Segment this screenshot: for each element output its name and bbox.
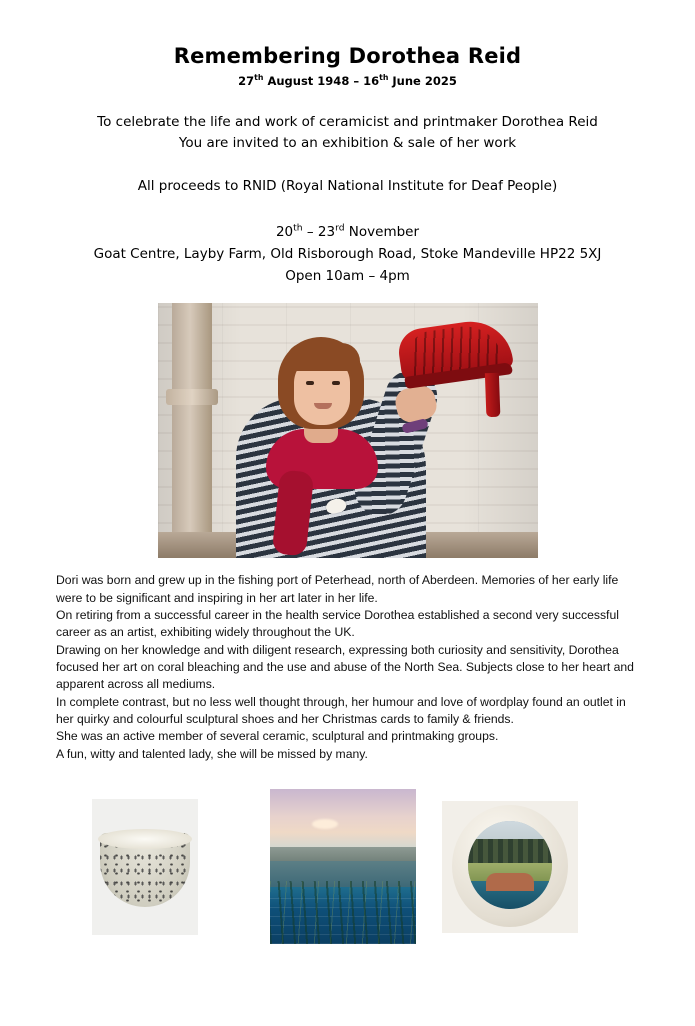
artwork-marsh-landscape-print — [270, 789, 416, 944]
plate-trees — [468, 839, 552, 865]
event-month: November — [344, 223, 420, 240]
poster-page — [0, 44, 695, 1026]
bio-paragraph: She was an active member of several ceramic, sculptural and printmaking groups. — [56, 729, 499, 744]
bio-paragraph: Drawing on her knowledge and with diligent research, expressing both curiosity and sensitivity, Dorothea focused her art on coral bleaching and the use and abuse of the North Sea. Subjects close to her heart and apparent across all mediums. — [56, 642, 634, 692]
biography-text — [56, 572, 639, 763]
event-dates-separator: – 23 — [302, 223, 336, 240]
hair-fringe — [286, 343, 360, 371]
event-dates — [56, 222, 639, 244]
post-cap — [166, 389, 218, 405]
event-ordinal-end: rd — [335, 222, 345, 234]
intro-line-2: You are invited to an exhibition & sale of her work — [178, 134, 517, 151]
red-ceramic-shoe — [395, 316, 527, 428]
bio-paragraph: Dori was born and grew up in the fishing port of Peterhead, north of Aberdeen. Memories of her early life were to be significant and inspiring in her art later in her life. — [56, 573, 619, 605]
intro-block — [56, 112, 639, 154]
intro-line-1: To celebrate the life and work of ceramicist and printmaker Dorothea Reid — [97, 114, 598, 130]
bowl-rim — [98, 829, 192, 849]
bio-paragraph: In complete contrast, but no less well thought through, her humour and love of wordplay found an outlet in her quirky and colourful sculptural shoes and her Christmas cards to family & friends. — [56, 694, 626, 727]
event-hours: Open 10am – 4pm — [285, 267, 410, 284]
artwork-speckled-ceramic-bowl — [92, 799, 198, 935]
hero-photo-dorothea-with-shoe — [158, 303, 538, 558]
death-rest: June 2025 — [388, 74, 457, 88]
left-eye — [306, 381, 314, 385]
hero-image-wrap — [56, 303, 639, 558]
event-day-start: 20 — [275, 223, 294, 240]
event-ordinal-start: th — [293, 222, 303, 234]
artwork-landscape-ceramic-plate — [442, 801, 578, 933]
page-title: Remembering Dorothea Reid — [173, 44, 522, 68]
event-details — [56, 222, 639, 288]
event-venue: Goat Centre, Layby Farm, Old Risborough Road, Stoke Mandeville HP22 5XJ — [93, 245, 602, 262]
print-sky — [270, 789, 416, 851]
bio-paragraph: On retiring from a successful career in the health service Dorothea established a second very successful career as an artist, exhibiting widely throughout the UK. — [56, 608, 619, 640]
life-dates — [56, 74, 639, 88]
birth-rest: August 1948 – 16 — [263, 74, 380, 88]
death-ordinal: th — [379, 73, 389, 83]
artwork-gallery — [56, 789, 639, 949]
plate-scene — [468, 821, 552, 909]
plate-bridge — [486, 873, 534, 891]
shoe-heel — [484, 373, 500, 417]
birth-day: 27 — [238, 74, 255, 88]
print-reeds — [270, 881, 416, 944]
right-eye — [332, 381, 340, 385]
bio-paragraph: A fun, witty and talented lady, she will be missed by many. — [56, 746, 368, 761]
wooden-post — [172, 303, 212, 558]
proceeds-line: All proceeds to RNID (Royal National Institute for Deaf People) — [137, 177, 558, 194]
print-sun — [312, 819, 338, 829]
birth-ordinal: th — [254, 73, 264, 83]
